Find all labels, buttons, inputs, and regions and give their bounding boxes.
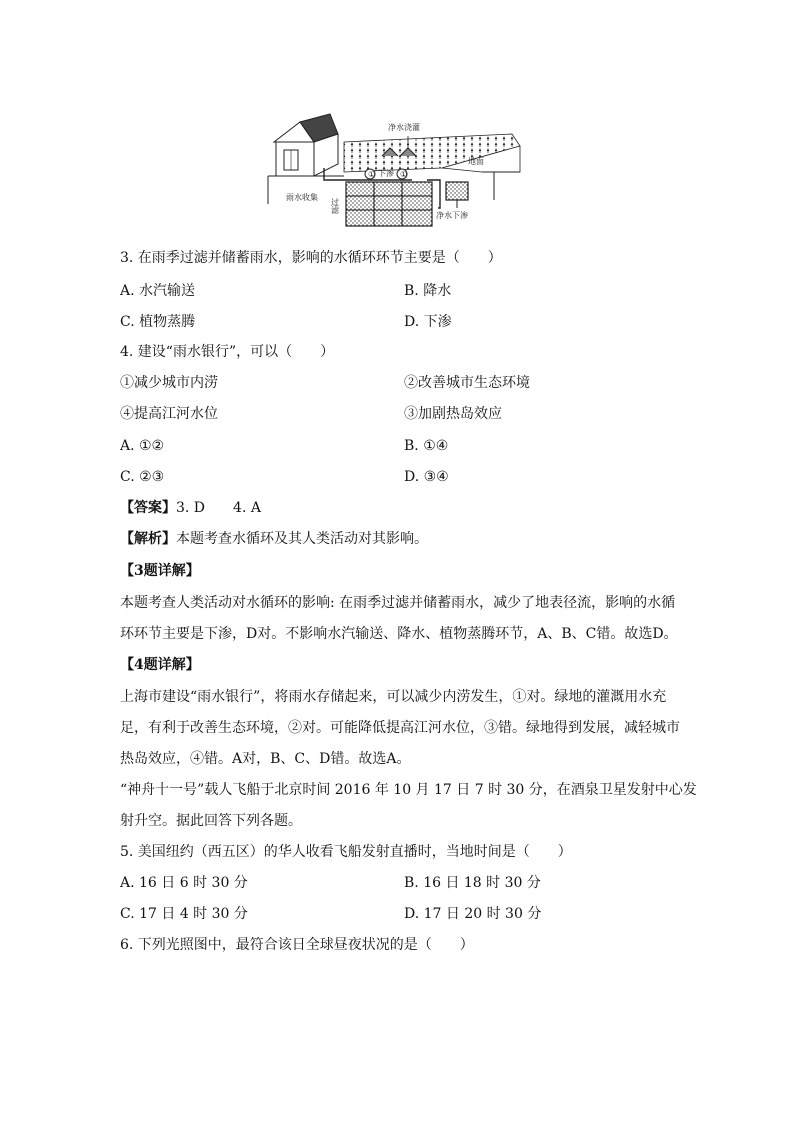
rainwater-bank-diagram (262, 112, 524, 230)
q5-option-b: B. 16 日 18 时 30 分 (404, 875, 541, 891)
valve-label-2: ① (400, 170, 408, 179)
question-3-stem: 3. 在雨季过滤并储蓄雨水，影响的水循环环节主要是（ ） (120, 250, 502, 266)
label-seep-top: 下渗 (378, 169, 394, 178)
q4-option-b: B. ①④ (404, 438, 449, 454)
label-filter: 过滤 (330, 198, 340, 214)
q4-statement-3: ③加剧热岛效应 (404, 406, 502, 422)
analysis-text: 本题考查水循环及其人类活动对其影响。 (176, 531, 428, 547)
detail-4-line-3: 热岛效应，④错。A对，B、C、D错。故选A。 (120, 751, 411, 767)
q4-option-c: C. ②③ (120, 469, 165, 485)
q4-option-d: D. ③④ (404, 469, 449, 485)
question-4-stem: 4. 建设“雨水银行”，可以（ ） (120, 344, 335, 360)
q3-option-a: A. 水汽输送 (120, 283, 196, 299)
label-irrigation: 净水浇灌 (388, 123, 420, 132)
question-5-stem: 5. 美国纽约（西五区）的华人收看飞船发射直播时，当地时间是（ ） (120, 844, 572, 860)
intro-line-1: “神舟十一号”载人飞船于北京时间 2016 年 10 月 17 日 7 时 30 分，在酒泉卫星发射中心发 (120, 782, 697, 798)
detail-3-heading: 【3题详解】 (120, 563, 200, 579)
detail-4-heading: 【4题详解】 (120, 657, 200, 673)
answer-text: 3. D 4. A (176, 500, 261, 516)
q5-option-c: C. 17 日 4 时 30 分 (120, 906, 248, 922)
label-rain-collect: 雨水收集 (286, 193, 318, 202)
q3-option-b: B. 降水 (404, 283, 452, 299)
answer-label: 【答案】 (120, 500, 176, 516)
analysis-line (120, 530, 428, 548)
filter-tank (346, 182, 432, 226)
q4-option-a: A. ①② (120, 438, 165, 454)
house (274, 114, 338, 176)
valve-label-1: ① (368, 170, 376, 179)
analysis-label: 【解析】 (120, 531, 176, 547)
answer-line (120, 499, 261, 517)
q4-statement-4: ④提高江河水位 (120, 406, 218, 422)
detail-4-line-1: 上海市建设“雨水银行”，将雨水存储起来，可以减少内涝发生，①对。绿地的灌溉用水充 (120, 689, 667, 705)
detail-3-line-1: 本题考查人类活动对水循环的影响: 在雨季过滤并储蓄雨水，减少了地表径流，影响的水循 (120, 595, 676, 611)
q5-option-d: D. 17 日 20 时 30 分 (404, 906, 542, 922)
intro-line-2: 射升空。据此回答下列各题。 (120, 813, 302, 829)
q3-option-d: D. 下渗 (404, 314, 452, 330)
clean-seep-box (446, 182, 468, 208)
q4-statement-2: ②改善城市生态环境 (404, 375, 530, 391)
label-clean-seep: 净水下渗 (436, 211, 468, 220)
label-ground: 地面 (468, 157, 484, 166)
q3-option-c: C. 植物蒸腾 (120, 314, 196, 330)
detail-4-line-2: 足，有利于改善生态环境，②对。可能降低提高江河水位，③错。绿地得到发展，减轻城市 (120, 720, 680, 736)
detail-3-line-2: 环环节主要是下渗，D对。不影响水汽输送、降水、植物蒸腾环节，A、B、C错。故选D。 (120, 626, 678, 642)
q5-option-a: A. 16 日 6 时 30 分 (120, 875, 248, 891)
question-6-stem: 6. 下列光照图中，最符合该日全球昼夜状况的是（ ） (120, 937, 474, 953)
q4-statement-1: ①减少城市内涝 (120, 375, 218, 391)
